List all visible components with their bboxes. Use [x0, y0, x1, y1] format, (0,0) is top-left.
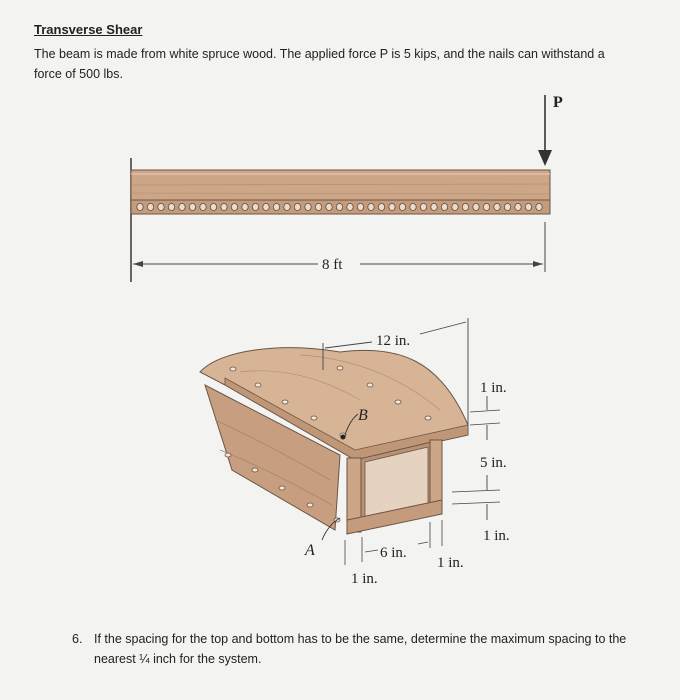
- span-label: 8 ft: [322, 257, 343, 273]
- nail: [441, 203, 447, 210]
- nail: [452, 203, 458, 210]
- nail: [515, 203, 521, 210]
- nail: [399, 203, 405, 210]
- nail: [473, 203, 479, 210]
- top-flange-thickness-label: 1 in.: [480, 380, 507, 396]
- nail: [462, 203, 468, 210]
- point-b-label: B: [358, 407, 368, 424]
- nail: [326, 203, 332, 210]
- nail: [378, 203, 384, 210]
- nail: [179, 203, 185, 210]
- right-web-thickness-label: 1 in.: [437, 555, 464, 571]
- nail: [494, 203, 500, 210]
- page-heading: Transverse Shear: [34, 22, 143, 37]
- load-arrow: [538, 150, 552, 166]
- nail: [357, 203, 363, 210]
- web-height-label: 5 in.: [480, 455, 507, 471]
- flange-width-label: 12 in.: [376, 333, 411, 349]
- nail: [536, 203, 542, 210]
- nail: [284, 203, 290, 210]
- nail: [336, 203, 342, 210]
- inner-width-label: 6 in.: [380, 545, 407, 561]
- left-web-thickness-label: 1 in.: [351, 571, 378, 587]
- nail: [147, 203, 153, 210]
- nail: [252, 203, 258, 210]
- nail: [315, 203, 321, 210]
- nail: [294, 203, 300, 210]
- bottom-flange-thickness-label: 1 in.: [483, 528, 510, 544]
- nail: [137, 203, 143, 210]
- nail: [263, 203, 269, 210]
- nail: [389, 203, 395, 210]
- nail: [158, 203, 164, 210]
- nail: [431, 203, 437, 210]
- nail: [483, 203, 489, 210]
- nail: [525, 203, 531, 210]
- problem-statement: The beam is made from white spruce wood. The applied force P is 5 kips, and the nails can withstand a force of 500 lbs.: [34, 47, 605, 81]
- nail: [273, 203, 279, 210]
- nail: [231, 203, 237, 210]
- nail: [210, 203, 216, 210]
- load-label: P: [553, 94, 563, 111]
- nail: [189, 203, 195, 210]
- nail: [347, 203, 353, 210]
- beam-elevation: [131, 94, 563, 282]
- nail: [221, 203, 227, 210]
- nail: [420, 203, 426, 210]
- nail: [410, 203, 416, 210]
- point-a-label: A: [305, 542, 315, 559]
- nail: [305, 203, 311, 210]
- nail: [168, 203, 174, 210]
- nail: [504, 203, 510, 210]
- beam-cross-section: [200, 318, 510, 587]
- nail: [242, 203, 248, 210]
- question-text: If the spacing for the top and bottom has to be the same, determine the maximum spacing to the nearest ¼ inch for the system.: [94, 632, 627, 666]
- question-number: 6.: [72, 632, 83, 646]
- question-6: [72, 629, 632, 669]
- nail: [200, 203, 206, 210]
- nail: [368, 203, 374, 210]
